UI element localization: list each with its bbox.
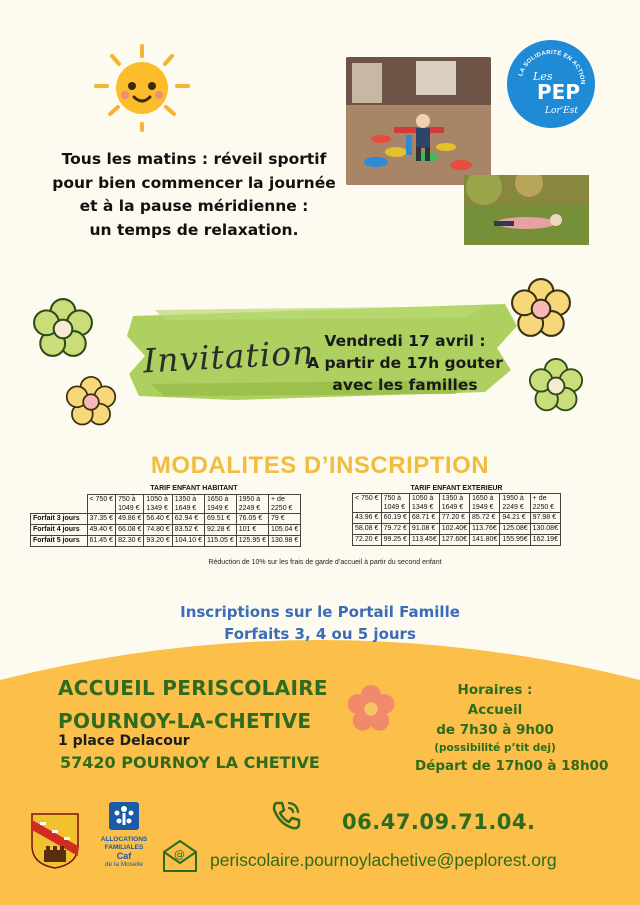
horaires-note: (possibilité p’tit dej)	[434, 742, 556, 754]
table-row: Forfait 5 jours 61.45 € 82.30 € 93.20 € 104.10 € 115.05 € 125.95 € 130.98 €	[31, 535, 301, 546]
horaires-depart: Départ de 17h00 à 18h00	[415, 758, 609, 774]
tarif-exterieur-table: TARIF ENFANT EXTERIEUR < 750 € 750 à 1049 € 1050 à 1349 € 1350 à 1649 € 1650 à 1949 € 1950 à 2249 € + de 2250 € 43.96 € 60.19 € 68.71 € 77.20 € 85.72 € 94.21 € 97.98 € 58.08 € 79.72 € 91.08 € 102.40€ 113.76€ 125.08€ 130.08€ 72.20 € 99.25 € 113.45€ 127.60€ 141.80€ 155.95€ 162.19€	[352, 484, 561, 546]
intro-line-3: et à la pause méridienne :	[79, 197, 309, 215]
tarif-exterieur-title: TARIF ENFANT EXTERIEUR	[410, 485, 503, 492]
bracket-label: < 750 €	[89, 495, 114, 503]
accueil-line-2: POURNOY-LA-CHETIVE	[58, 709, 312, 733]
bracket-label: 1050 à	[411, 495, 434, 502]
accueil-title	[58, 672, 328, 738]
bracket-label: 1950 à	[238, 495, 261, 503]
bracket-label: 750 à	[118, 495, 136, 503]
bracket-label: 1350 à	[174, 495, 197, 503]
lorraine-coat-of-arms	[30, 812, 80, 870]
row-label: Forfait 4 jours	[31, 524, 88, 535]
invitation-title: Invitation	[142, 332, 316, 381]
phone-number[interactable]: 06.47.09.71.04.	[342, 810, 536, 834]
email-address[interactable]: periscolaire.pournoylachetive@peplorest.org	[210, 850, 557, 870]
portail-line-1: Inscriptions sur le Portail Famille	[180, 603, 460, 621]
bracket-label: 750 à	[383, 495, 402, 502]
row-label: Forfait 5 jours	[31, 535, 88, 546]
svg-text:@: @	[174, 848, 185, 861]
pep-arc-text: LA SOLIDARITÉ EN ACTION	[518, 49, 586, 85]
horaires-block	[415, 680, 609, 776]
accueil-line-1: ACCUEIL PERISCOLAIRE	[58, 676, 328, 700]
horaires-title: Horaires :	[457, 682, 533, 698]
event-line-1: Vendredi 17 avril :	[324, 332, 486, 350]
address-city: 57420 POURNOY LA CHETIVE	[60, 753, 320, 772]
les-pep-logo	[505, 38, 597, 130]
caf-logo	[95, 800, 153, 872]
table-row: 72.20 € 99.25 € 113.45€ 127.60€ 141.80€ 155.95€ 162.19€	[353, 535, 561, 546]
flower-pink	[346, 684, 396, 734]
relaxation-photo	[464, 175, 589, 245]
caf-line-3: Caf	[116, 851, 132, 861]
gym-activity-photo	[346, 57, 491, 185]
event-line-2: A partir de 17h gouter	[307, 354, 503, 372]
caf-line-2: FAMILIALES	[104, 843, 144, 851]
portail-line-2: Forfaits 3, 4 ou 5 jours	[224, 625, 416, 643]
horaires-accueil: Accueil	[467, 702, 523, 718]
bracket-label: 1050 à	[146, 495, 168, 503]
caf-line-1: ALLOCATIONS	[100, 836, 148, 843]
bracket-label: 1650 à	[472, 495, 494, 502]
pep-main-text: PEP	[537, 80, 580, 104]
bracket-label: < 750 €	[355, 495, 379, 502]
address-street: 1 place Delacour	[58, 733, 190, 749]
intro-text-block	[24, 148, 364, 242]
email-icon	[160, 838, 200, 874]
table-row: Forfait 4 jours 49.40 € 66.08 € 74.80 € 83.52 € 92.28 € 101 € 105.04 €	[31, 524, 301, 535]
event-details	[300, 330, 510, 396]
horaires-matin: de 7h30 à 9h00	[436, 722, 554, 738]
bracket-label: 1950 à	[502, 495, 524, 502]
bracket-label: + de	[271, 495, 285, 503]
table-row: 58.08 € 79.72 € 91.08 € 102.40€ 113.76€ 125.08€ 130.08€	[353, 524, 561, 535]
modalites-title: MODALITES D’INSCRIPTION	[150, 452, 490, 479]
pep-lorest-text: Lor'Est	[545, 106, 578, 116]
flower-green-left	[32, 298, 94, 360]
intro-line-4: un temps de relaxation.	[89, 220, 299, 239]
table-row: Forfait 3 jours 37.35 € 49.86 € 56.40 € 62.94 € 69.51 € 76.05 € 79 €	[31, 513, 301, 524]
reduction-note: Réduction de 10% sur les frais de garde d’accueil à partir du second enfant	[208, 559, 442, 566]
caf-line-4: de la Moselle	[104, 861, 144, 868]
tarif-habitant-table: TARIF ENFANT HABITANT < 750 € 750 à 1049 € 1050 à 1349 € 1350 à 1649 € 1650 à 1949 € 1950 à 2249 € + de 2250 € Forfait 3 jours 37.35 € 49.86 € 56.40 € 62.94 € 69.51 € 76.05 € 79 € Forfait 4 jours 49.40 € 66.08 € 74.80 € 83.52 € 92.28 € 101 € 105.04 € Forfait 5 jours 61.45 € 82.30 € 93.20 € 104.10 € 115.05 € 125.95 € 130.98 €	[30, 484, 301, 547]
flower-green-right	[528, 358, 584, 414]
phone-icon	[268, 797, 304, 833]
event-line-3: avec les familles	[332, 376, 478, 394]
portail-info	[80, 601, 560, 645]
table-row: 43.96 € 60.19 € 68.71 € 77.20 € 85.72 € 94.21 € 97.98 €	[353, 513, 561, 524]
pep-les-text: Les	[533, 70, 553, 83]
flower-yellow-left	[65, 376, 117, 428]
tarif-habitant-title: TARIF ENFANT HABITANT	[150, 485, 238, 492]
sun-illustration	[92, 42, 192, 132]
bracket-label: 1350 à	[441, 495, 464, 502]
bracket-label: 1650 à	[207, 495, 229, 503]
bracket-label: + de	[532, 495, 547, 502]
intro-line-2: pour bien commencer la journée	[52, 173, 336, 192]
intro-line-1: Tous les matins : réveil sportif	[61, 150, 327, 168]
row-label: Forfait 3 jours	[31, 513, 88, 524]
